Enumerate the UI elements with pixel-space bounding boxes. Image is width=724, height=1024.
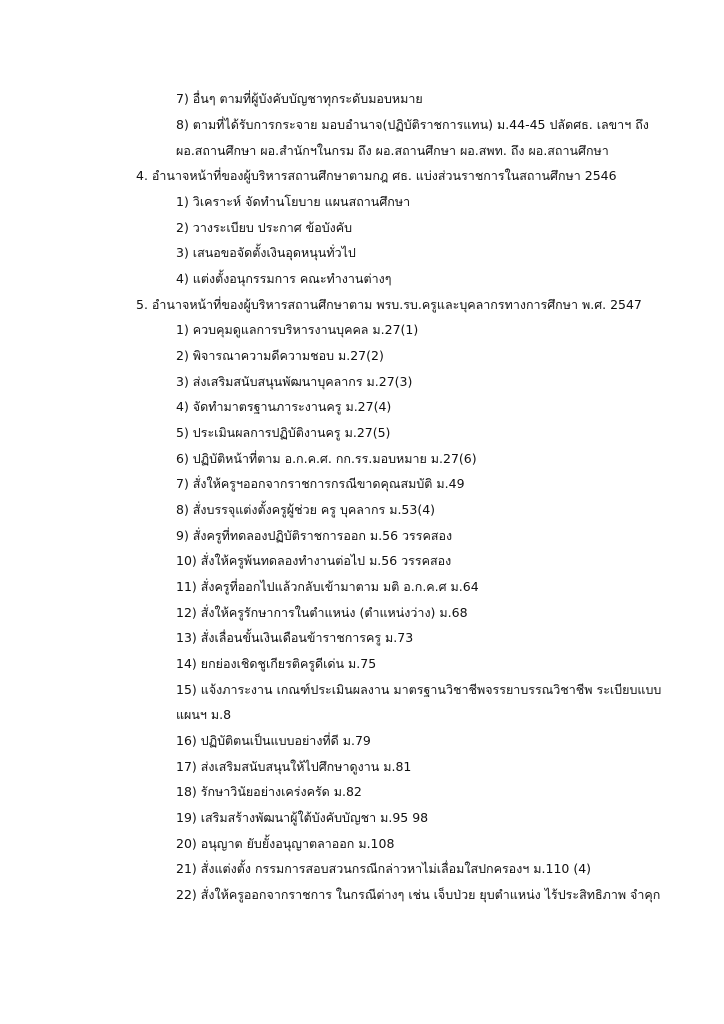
- section-5-item-11: 11) สั่งครูที่ออกไปแล้วกลับเข้ามาตาม มติ อ.ก.ค.ศ ม.64: [176, 579, 479, 594]
- section-5-item-22: 22) สั่งให้ครูออกจากราชการ ในกรณีต่างๆ เช่น เจ็บป่วย ยุบตำแหน่ง ไร้ประสิทธิภาพ จำคุก: [176, 887, 661, 902]
- section-5-item-14: 14) ยกย่องเชิดชูเกียรติครูดีเด่น ม.75: [176, 656, 377, 671]
- section-5-item-15-continuation: แผนฯ ม.8: [176, 707, 232, 722]
- section-5-item-6: 6) ปฏิบัติหน้าที่ตาม อ.ก.ค.ศ. กก.รร.มอบหมาย ม.27(6): [176, 451, 477, 466]
- section-4-item-4: 4) แต่งตั้งอนุกรรมการ คณะทำงานต่างๆ: [176, 271, 392, 286]
- section-5-item-15: 15) แจ้งภาระงาน เกณฑ์ประเมินผลงาน มาตรฐานวิชาชีพจรรยาบรรณวิชาชีพ ระเบียบแบบ: [176, 682, 662, 697]
- section-5-item-18: 18) รักษาวินัยอย่างเคร่งครัด ม.82: [176, 784, 362, 799]
- section-5-item-20: 20) อนุญาต ยับยั้งอนุญาตลาออก ม.108: [176, 836, 395, 851]
- section-5-item-21: 21) สั่งแต่งตั้ง กรรมการสอบสวนกรณีกล่าวหาไม่เลื่อมใสปกครองฯ ม.110 (4): [176, 861, 592, 876]
- section-4-item-2: 2) วางระเบียบ ประกาศ ข้อบังคับ: [176, 220, 353, 235]
- section-5-item-13: 13) สั่งเลื่อนขั้นเงินเดือนข้าราชการครู ม.73: [176, 630, 414, 645]
- section-5-item-19: 19) เสริมสร้างพัฒนาผู้ใต้บังคับบัญชา ม.95 98: [176, 810, 429, 825]
- section-5-heading: 5. อำนาจหน้าที่ของผู้บริหารสถานศึกษาตาม พรบ.รบ.ครูและบุคลากรทางการศึกษา พ.ศ. 2547: [136, 297, 642, 312]
- list-item-8: 8) ตามที่ได้รับการกระจาย มอบอำนาจ(ปฏิบัติราชการแทน) ม.44-45 ปลัดศธ. เลขาฯ ถึง: [176, 117, 649, 132]
- section-5-item-16: 16) ปฏิบัติตนเป็นแบบอย่างที่ดี ม.79: [176, 733, 371, 748]
- section-5-item-4: 4) จัดทำมาตรฐานภาระงานครู ม.27(4): [176, 399, 392, 414]
- section-5-item-17: 17) ส่งเสริมสนับสนุนให้ไปศึกษาดูงาน ม.81: [176, 759, 412, 774]
- section-4-item-1: 1) วิเคราะห์ จัดทำนโยบาย แผนสถานศึกษา: [176, 194, 411, 209]
- section-4-item-3: 3) เสนอขอจัดตั้งเงินอุดหนุนทั่วไป: [176, 245, 356, 260]
- list-item-8-continuation: ผอ.สถานศึกษา ผอ.สำนักฯในกรม ถึง ผอ.สถานศึกษา ผอ.สพท. ถึง ผอ.สถานศึกษา: [176, 143, 609, 158]
- section-5-item-10: 10) สั่งให้ครูพ้นทดลองทำงานต่อไป ม.56 วรรคสอง: [176, 553, 452, 568]
- section-5-item-1: 1) ควบคุมดูแลการบริหารงานบุคคล ม.27(1): [176, 322, 419, 337]
- section-5-item-9: 9) สั่งครูที่ทดลองปฏิบัติราชการออก ม.56 วรรคสอง: [176, 528, 453, 543]
- section-5-item-8: 8) สั่งบรรจุแต่งตั้งครูผู้ช่วย ครู บุคลากร ม.53(4): [176, 502, 436, 517]
- section-5-item-5: 5) ประเมินผลการปฏิบัติงานครู ม.27(5): [176, 425, 391, 440]
- list-item-7: 7) อื่นๆ ตามที่ผู้บังคับบัญชาทุกระดับมอบหมาย: [176, 91, 423, 106]
- section-5-item-2: 2) พิจารณาความดีความชอบ ม.27(2): [176, 348, 384, 363]
- section-5-item-12: 12) สั่งให้ครูรักษาการในตำแหน่ง (ตำแหน่งว่าง) ม.68: [176, 605, 468, 620]
- section-5-item-7: 7) สั่งให้ครูฯออกจากราชการกรณีขาดคุณสมบัติ ม.49: [176, 476, 465, 491]
- section-5-item-3: 3) ส่งเสริมสนับสนุนพัฒนาบุคลากร ม.27(3): [176, 374, 413, 389]
- section-4-heading: 4. อำนาจหน้าที่ของผู้บริหารสถานศึกษาตามกฎ ศธ. แบ่งส่วนราชการในสถานศึกษา 2546: [136, 168, 617, 183]
